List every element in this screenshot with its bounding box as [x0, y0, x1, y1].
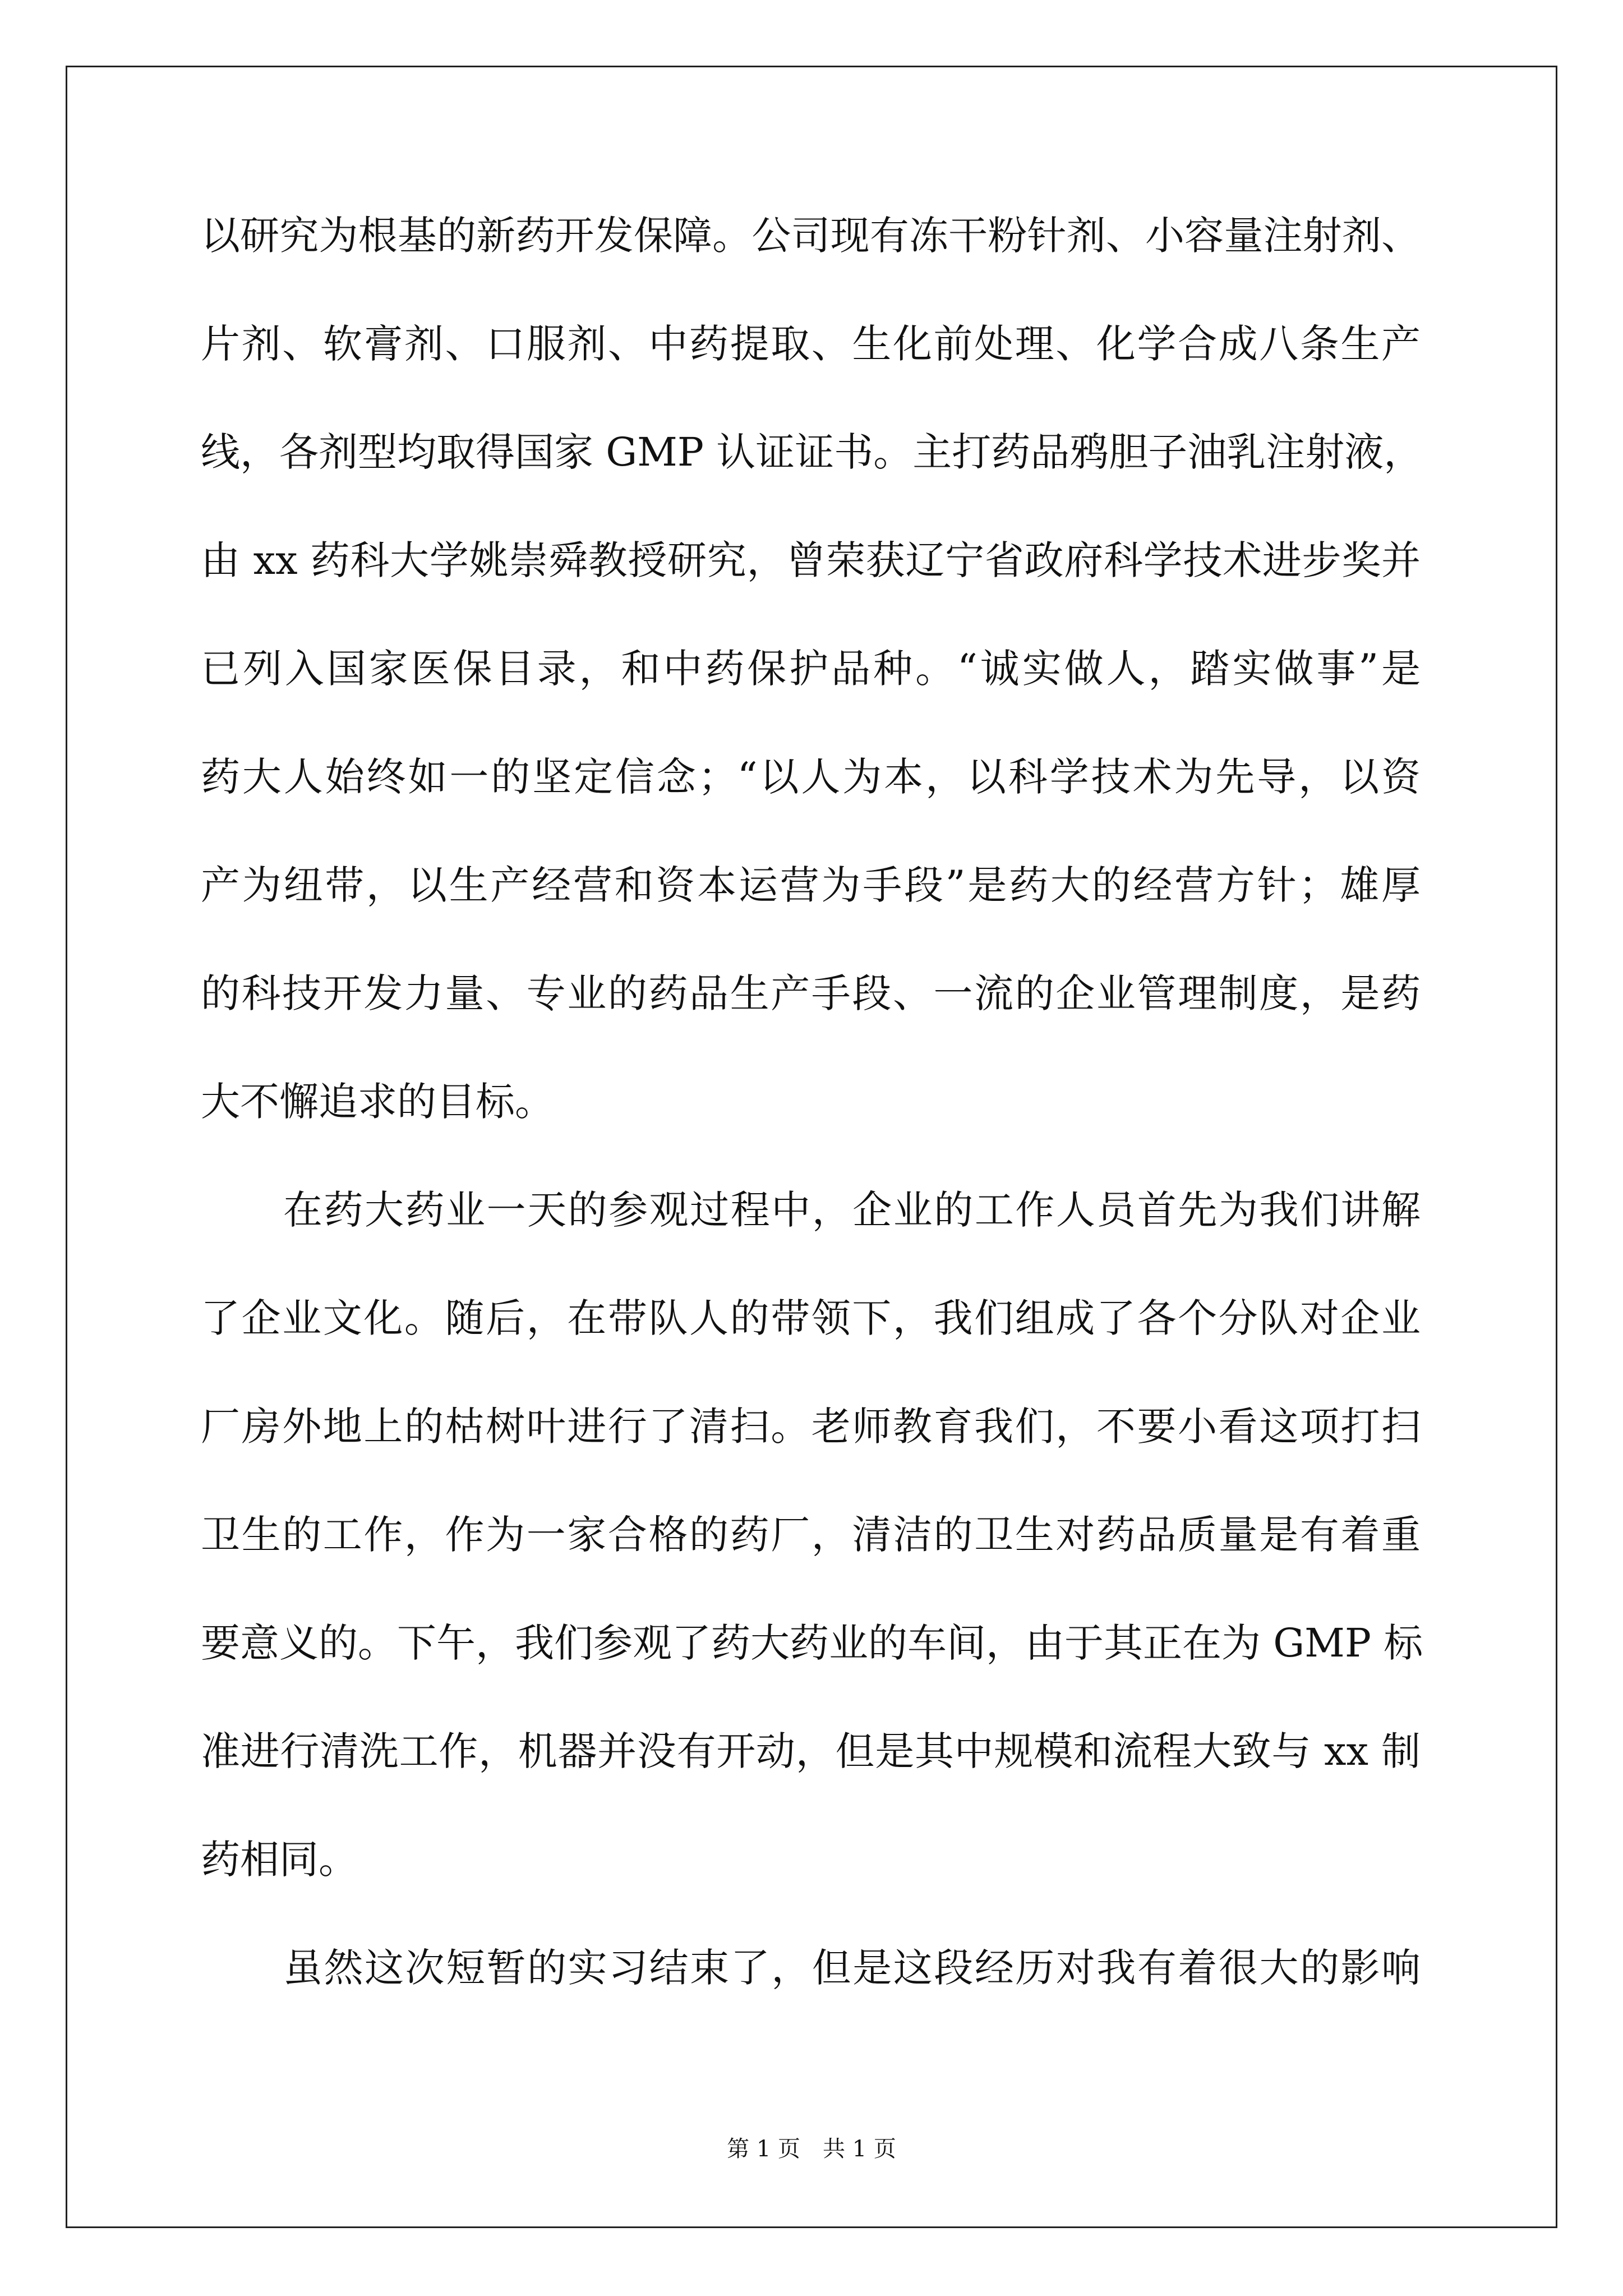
text-line: 药大人始终如一的坚定信念；“以人为本，以科学技术为先导，以资	[201, 754, 1421, 800]
text-line: 厂房外地上的枯树叶进行了清扫。老师教育我们，不要小看这项打扫	[201, 1404, 1421, 1450]
text-line: 在药大药业一天的参观过程中，企业的工作人员首先为我们讲解	[283, 1187, 1421, 1233]
text-line: 了企业文化。随后，在带队人的带领下，我们组成了各个分队对企业	[201, 1295, 1421, 1341]
text-line: 虽然这次短暂的实习结束了，但是这段经历对我有着很大的影响	[283, 1945, 1421, 1991]
text-line: 药相同。	[201, 1837, 358, 1883]
text-line: 大不懈追求的目标。	[201, 1079, 554, 1125]
text-line: 产为纽带，以生产经营和资本运营为手段”是药大的经营方针；雄厚	[201, 862, 1421, 908]
document-body	[201, 202, 1421, 2042]
text-line: 以研究为根基的新药开发保障。公司现有冻干粉针剂、小容量注射剂、	[201, 213, 1421, 259]
text-line: 片剂、软膏剂、口服剂、中药提取、生化前处理、化学合成八条生产	[201, 321, 1421, 367]
text-line: 线，各剂型均取得国家 GMP 认证证书。主打药品鸦胆子油乳注射液，	[201, 429, 1423, 475]
text-line: 卫生的工作，作为一家合格的药厂，清洁的卫生对药品质量是有着重	[201, 1512, 1421, 1558]
text-line: 的科技开发力量、专业的药品生产手段、一流的企业管理制度，是药	[201, 970, 1421, 1016]
text-line: 由 xx 药科大学姚崇舜教授研究，曾荣获辽宁省政府科学技术进步奖并	[201, 537, 1421, 583]
text-line: 准进行清洗工作，机器并没有开动，但是其中规模和流程大致与 xx 制	[201, 1728, 1421, 1774]
page-footer: 第 1 页 共 1 页	[727, 2136, 896, 2162]
text-line: 已列入国家医保目录，和中药保护品种。“诚实做人，踏实做事”是	[201, 646, 1421, 692]
text-line: 要意义的。下午，我们参观了药大药业的车间，由于其正在为 GMP 标	[201, 1620, 1423, 1666]
